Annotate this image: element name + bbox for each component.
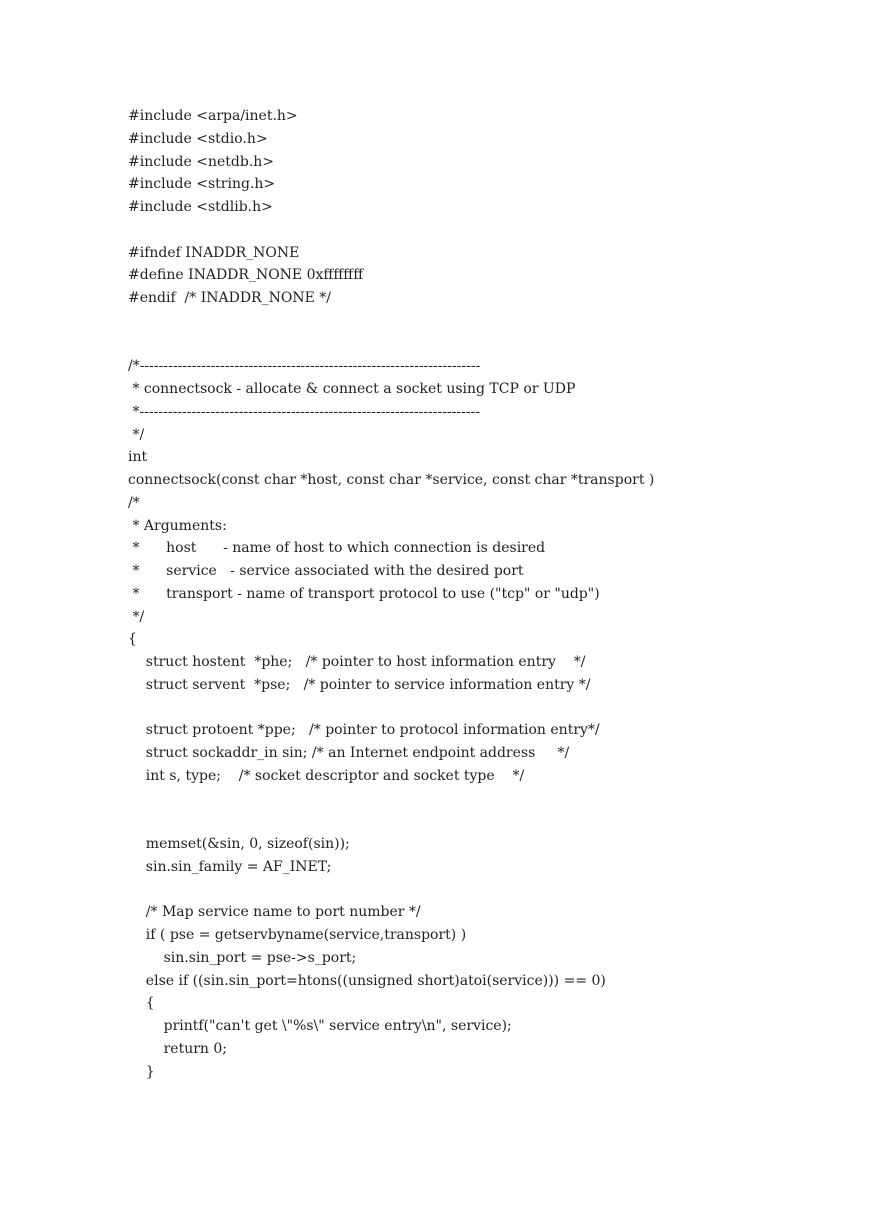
- code-line: sin.sin_port = pse->s_port;: [128, 949, 357, 966]
- code-line: struct protoent *ppe; /* pointer to protocol information entry*/: [128, 722, 600, 739]
- code-line: int s, type; /* socket descriptor and socket type */: [128, 767, 525, 784]
- code-line: [128, 219, 828, 242]
- code-line: printf("can't get \"%s\" service entry\n", service);: [128, 1018, 512, 1034]
- code-line: #include <arpa/inet.h>: [128, 108, 298, 124]
- code-line: [128, 310, 828, 333]
- code-line: int: [128, 449, 148, 466]
- code-line: [128, 788, 828, 811]
- code-line: */: [128, 608, 145, 625]
- code-line: * connectsock - allocate & connect a socket using TCP or UDP: [128, 381, 576, 397]
- code-line: }: [128, 1063, 155, 1080]
- code-line: return 0;: [128, 1040, 228, 1057]
- code-line: * transport - name of transport protocol to use ("tcp" or "udp"): [128, 585, 600, 602]
- code-line: if ( pse = getservbyname(service,transport) ): [128, 927, 467, 943]
- code-line: #ifndef INADDR_NONE: [128, 244, 300, 261]
- code-line: #include <stdio.h>: [128, 130, 268, 147]
- code-line: #include <string.h>: [128, 176, 276, 193]
- code-line: [128, 810, 828, 833]
- code-line: [128, 697, 828, 720]
- code-listing: [128, 105, 828, 1083]
- code-line: struct sockaddr_in sin; /* an Internet endpoint address */: [128, 745, 570, 761]
- code-line: #include <netdb.h>: [128, 153, 275, 170]
- code-line: /* Map service name to port number */: [128, 904, 421, 921]
- code-line: #endif /* INADDR_NONE */: [128, 290, 331, 306]
- code-line: */: [128, 426, 145, 443]
- code-line: * Arguments:: [128, 517, 227, 534]
- code-line: struct hostent *phe; /* pointer to host information entry */: [128, 654, 586, 670]
- code-line: [128, 333, 828, 356]
- code-line: memset(&sin, 0, sizeof(sin));: [128, 836, 350, 852]
- code-line: {: [128, 995, 155, 1012]
- code-line: *------------------------------------------------------------------------: [128, 403, 481, 420]
- code-line: connectsock(const char *host, const char *service, const char *transport ): [128, 472, 655, 488]
- code-line: sin.sin_family = AF_INET;: [128, 858, 332, 875]
- code-line: /*------------------------------------------------------------------------: [128, 358, 481, 375]
- code-line: [128, 879, 828, 902]
- code-line: * host - name of host to which connection is desired: [128, 540, 546, 557]
- code-line: struct servent *pse; /* pointer to service information entry */: [128, 676, 591, 693]
- code-line: * service - service associated with the desired port: [128, 563, 524, 579]
- code-line: #define INADDR_NONE 0xffffffff: [128, 267, 364, 284]
- code-line: /*: [128, 494, 140, 511]
- code-line: #include <stdlib.h>: [128, 199, 273, 215]
- code-line: {: [128, 631, 137, 648]
- code-line: else if ((sin.sin_port=htons((unsigned short)atoi(service))) == 0): [128, 972, 606, 989]
